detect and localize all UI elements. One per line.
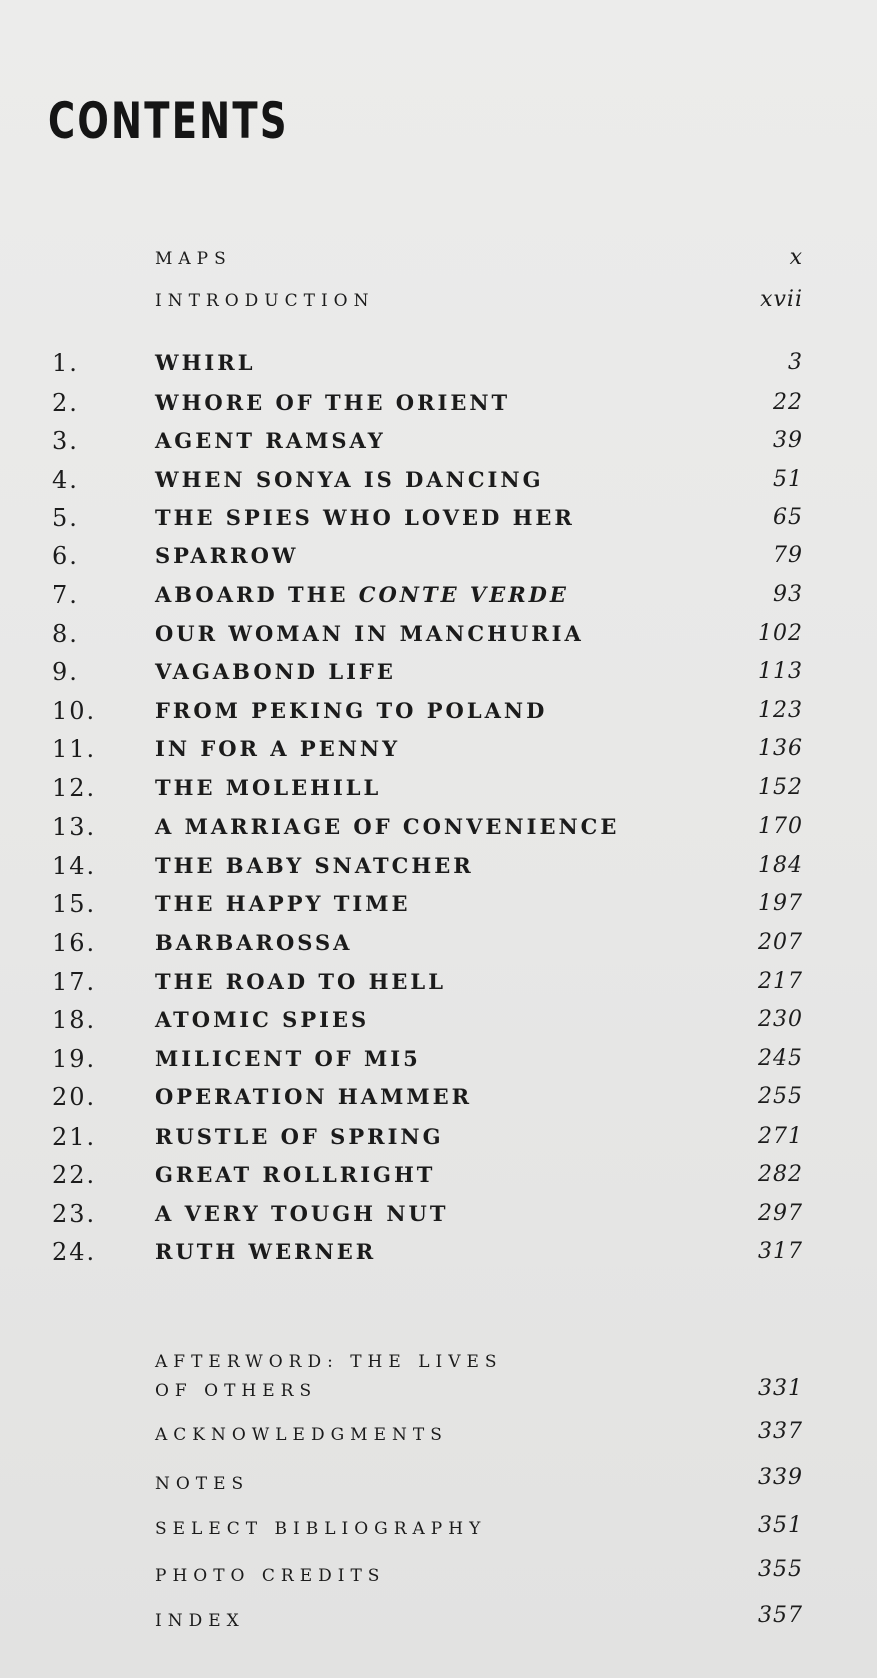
chapter-title: GREAT ROLLRIGHT xyxy=(155,1162,436,1187)
chapter-number: 18. xyxy=(52,1006,97,1034)
chapter-page-number: 136 xyxy=(758,736,803,761)
chapter-title: THE MOLEHILL xyxy=(155,775,382,800)
chapter-number: 15. xyxy=(52,890,97,918)
chapter-number: 20. xyxy=(52,1083,97,1111)
entry-page-number: 355 xyxy=(758,1557,803,1582)
chapter-number: 22. xyxy=(52,1161,97,1189)
entry-page-number: x xyxy=(789,245,803,270)
chapter-number: 13. xyxy=(52,813,97,841)
entry-page-number: xvii xyxy=(760,287,803,312)
chapter-number: 14. xyxy=(52,852,97,880)
chapter-page-number: 113 xyxy=(758,659,803,684)
entry-title-line-1: AFTERWORD: THE LIVES xyxy=(155,1352,503,1372)
chapter-page-number: 152 xyxy=(758,775,803,800)
chapter-number: 4. xyxy=(52,466,79,494)
chapter-page-number: 3 xyxy=(788,350,803,375)
chapter-page-number: 217 xyxy=(758,969,803,994)
entry-title: PHOTO CREDITS xyxy=(155,1566,386,1586)
chapter-title xyxy=(155,582,569,607)
chapter-page-number: 245 xyxy=(758,1046,803,1071)
chapter-page-number: 65 xyxy=(773,505,803,530)
chapter-number: 24. xyxy=(52,1238,97,1266)
chapter-title: THE HAPPY TIME xyxy=(155,891,411,916)
chapter-title: OUR WOMAN IN MANCHURIA xyxy=(155,621,584,646)
entry-title xyxy=(155,1348,503,1406)
chapter-page-number: 51 xyxy=(773,467,803,492)
chapter-title: AGENT RAMSAY xyxy=(155,428,386,453)
chapter-title: THE BABY SNATCHER xyxy=(155,853,474,878)
chapter-page-number: 123 xyxy=(758,698,803,723)
chapter-title: VAGABOND LIFE xyxy=(155,659,396,684)
chapter-title: RUSTLE OF SPRING xyxy=(155,1124,444,1149)
chapter-number: 2. xyxy=(52,389,79,417)
chapter-number: 19. xyxy=(52,1045,97,1073)
chapter-page-number: 93 xyxy=(773,582,803,607)
chapter-number: 12. xyxy=(52,774,97,802)
chapter-number: 10. xyxy=(52,697,97,725)
entry-title: MAPS xyxy=(155,249,232,269)
chapter-page-number: 102 xyxy=(758,621,803,646)
entry-title: SELECT BIBLIOGRAPHY xyxy=(155,1519,487,1539)
chapter-number: 5. xyxy=(52,504,79,532)
chapter-number: 7. xyxy=(52,581,79,609)
entry-title: INTRODUCTION xyxy=(155,291,375,311)
chapter-page-number: 197 xyxy=(758,891,803,916)
chapter-title: IN FOR A PENNY xyxy=(155,736,401,761)
entry-page-number: 357 xyxy=(758,1603,803,1628)
chapter-page-number: 317 xyxy=(758,1239,803,1264)
chapter-title: A VERY TOUGH NUT xyxy=(155,1201,449,1226)
chapter-number: 9. xyxy=(52,658,79,686)
chapter-number: 16. xyxy=(52,929,97,957)
entry-title: NOTES xyxy=(155,1474,250,1494)
chapter-page-number: 282 xyxy=(758,1162,803,1187)
entry-title-line-2: OF OTHERS xyxy=(155,1381,318,1401)
chapter-page-number: 79 xyxy=(773,543,803,568)
chapter-page-number: 184 xyxy=(758,853,803,878)
chapter-page-number: 39 xyxy=(773,428,803,453)
chapter-page-number: 230 xyxy=(758,1007,803,1032)
chapter-page-number: 22 xyxy=(773,390,803,415)
chapter-page-number: 271 xyxy=(758,1124,803,1149)
page-title: CONTENTS xyxy=(48,92,289,150)
chapter-title: THE SPIES WHO LOVED HER xyxy=(155,505,575,530)
chapter-number: 11. xyxy=(52,735,97,763)
chapter-number: 1. xyxy=(52,349,79,377)
chapter-page-number: 297 xyxy=(758,1201,803,1226)
chapter-title: SPARROW xyxy=(155,543,299,568)
entry-page-number: 331 xyxy=(758,1376,803,1401)
entry-title: INDEX xyxy=(155,1611,245,1631)
chapter-title: BARBAROSSA xyxy=(155,930,353,955)
chapter-title: RUTH WERNER xyxy=(155,1239,377,1264)
chapter-title: FROM PEKING TO POLAND xyxy=(155,698,548,723)
chapter-page-number: 170 xyxy=(758,814,803,839)
chapter-title: WHEN SONYA IS DANCING xyxy=(155,467,544,492)
ship-name-italic: CONTE VERDE xyxy=(358,582,569,607)
chapter-number: 3. xyxy=(52,427,79,455)
entry-page-number: 351 xyxy=(758,1513,803,1538)
entry-page-number: 337 xyxy=(758,1419,803,1444)
chapter-number: 17. xyxy=(52,968,97,996)
chapter-title: OPERATION HAMMER xyxy=(155,1084,473,1109)
chapter-title: ATOMIC SPIES xyxy=(155,1007,370,1032)
chapter-title: MILICENT OF MI5 xyxy=(155,1046,421,1071)
chapter-title-text: ABOARD THE xyxy=(155,582,359,607)
chapter-title: WHORE OF THE ORIENT xyxy=(155,390,511,415)
chapter-title: WHIRL xyxy=(155,350,256,375)
chapter-number: 23. xyxy=(52,1200,97,1228)
chapter-page-number: 207 xyxy=(758,930,803,955)
chapter-page-number: 255 xyxy=(758,1084,803,1109)
chapter-number: 6. xyxy=(52,542,79,570)
chapter-title: THE ROAD TO HELL xyxy=(155,969,446,994)
chapter-number: 8. xyxy=(52,620,79,648)
chapter-number: 21. xyxy=(52,1123,97,1151)
entry-title: ACKNOWLEDGMENTS xyxy=(155,1425,448,1445)
chapter-title: A MARRIAGE OF CONVENIENCE xyxy=(155,814,620,839)
entry-page-number: 339 xyxy=(758,1465,803,1490)
